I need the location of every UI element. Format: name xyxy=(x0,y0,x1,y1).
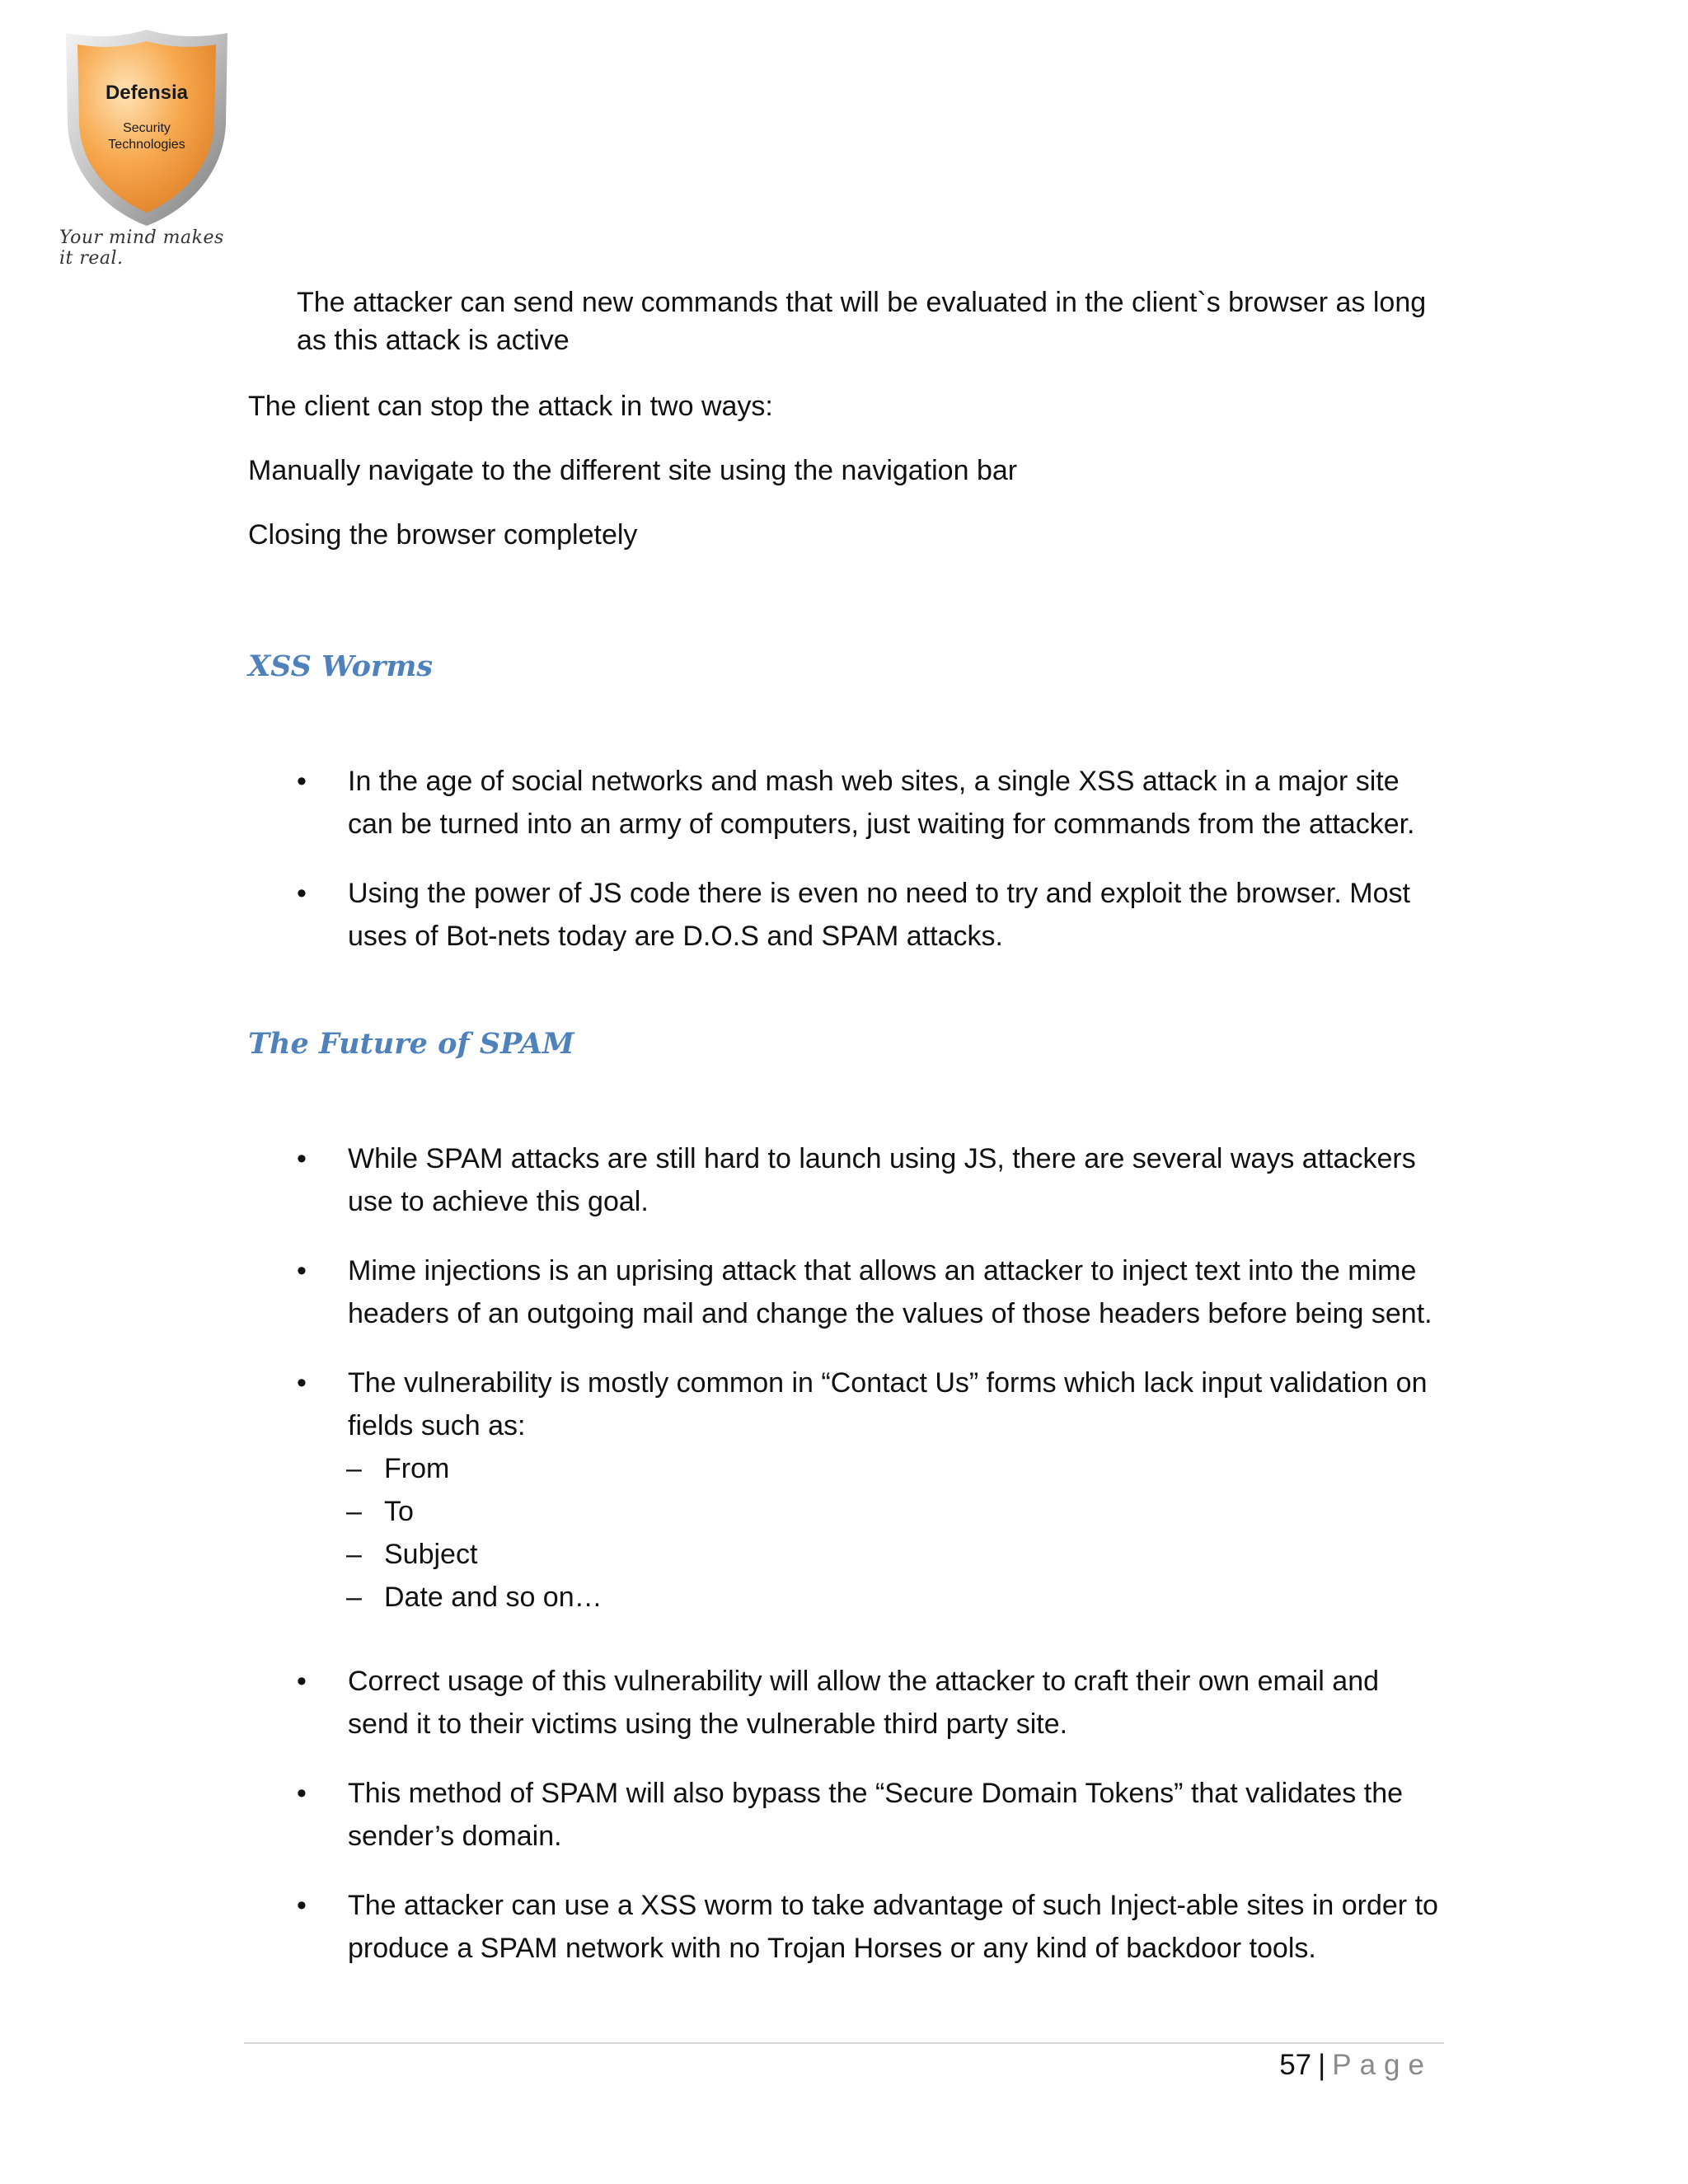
shield-logo-icon xyxy=(56,25,237,231)
bullet-icon: • xyxy=(297,1890,307,1921)
heading-future-of-spam: The Future of SPAM xyxy=(248,1027,574,1061)
way-navigate-line: Manually navigate to the different site using the navigation bar xyxy=(248,455,1018,486)
bullet-icon: • xyxy=(297,1778,307,1809)
bullet-icon: • xyxy=(297,878,307,909)
page-number: 57 xyxy=(1279,2049,1312,2081)
logo-name: Defensia xyxy=(105,82,189,104)
bullet-icon: • xyxy=(297,1255,307,1286)
list-item-text: In the age of social networks and mash web sites, a single XSS attack in a major site can be turned into an army of computers, just waiting for commands from the attacker. xyxy=(348,766,1415,840)
page-label: Page xyxy=(1332,2049,1432,2081)
list-item-text: Correct usage of this vulnerability will allow the attacker to craft their own email and send it to their victims using the vulnerable third party site. xyxy=(348,1666,1380,1740)
dash-icon: – xyxy=(346,1453,362,1484)
company-logo xyxy=(56,25,237,255)
stop-attack-line: The client can stop the attack in two ways: xyxy=(248,391,773,422)
logo-tagline: Your mind makes it real. xyxy=(59,227,224,269)
list-item-text: This method of SPAM will also bypass the “Secure Domain Tokens” that validates the sender’s domain. xyxy=(348,1778,1404,1852)
sub-list-item-text: Subject xyxy=(384,1539,478,1570)
page-number-footer xyxy=(1279,2049,1432,2082)
list-item-text: Using the power of JS code there is even no need to try and exploit the browser. Most uses of Bot-nets today are D.O.S and SPAM attacks. xyxy=(348,878,1410,952)
logo-subtitle-line1: Security xyxy=(123,121,171,135)
sub-list-item-text: From xyxy=(384,1453,450,1484)
intro-indented-paragraph: The attacker can send new commands that will be evaluated in the client`s browser as long as this attack is active xyxy=(297,287,1427,356)
page-separator: | xyxy=(1318,2049,1326,2081)
footer-divider xyxy=(244,2042,1444,2044)
heading-xss-worms: XSS Worms xyxy=(248,649,434,683)
list-item-text: While SPAM attacks are still hard to launch using JS, there are several ways attackers use to achieve this goal. xyxy=(348,1143,1416,1217)
way-close-line: Closing the browser completely xyxy=(248,519,638,551)
dash-icon: – xyxy=(346,1539,362,1570)
bullet-icon: • xyxy=(297,766,307,797)
dash-icon: – xyxy=(346,1496,362,1527)
dash-icon: – xyxy=(346,1582,362,1613)
logo-subtitle-line2: Technologies xyxy=(108,138,185,152)
list-item-text: The attacker can use a XSS worm to take advantage of such Inject-able sites in order to produce a SPAM network with no Trojan Horses or any kind of backdoor tools. xyxy=(348,1890,1438,1964)
sub-list-item-text: Date and so on… xyxy=(384,1582,603,1613)
bullet-icon: • xyxy=(297,1143,307,1174)
list-item-text: The vulnerability is mostly common in “Contact Us” forms which lack input validation on fields such as: xyxy=(348,1367,1428,1441)
bullet-icon: • xyxy=(297,1666,307,1697)
bullet-icon: • xyxy=(297,1367,307,1399)
sub-list-item-text: To xyxy=(384,1496,414,1527)
list-item-text: Mime injections is an uprising attack that allows an attacker to inject text into the mime headers of an outgoing mail and change the values of those headers before being sent. xyxy=(348,1255,1432,1329)
